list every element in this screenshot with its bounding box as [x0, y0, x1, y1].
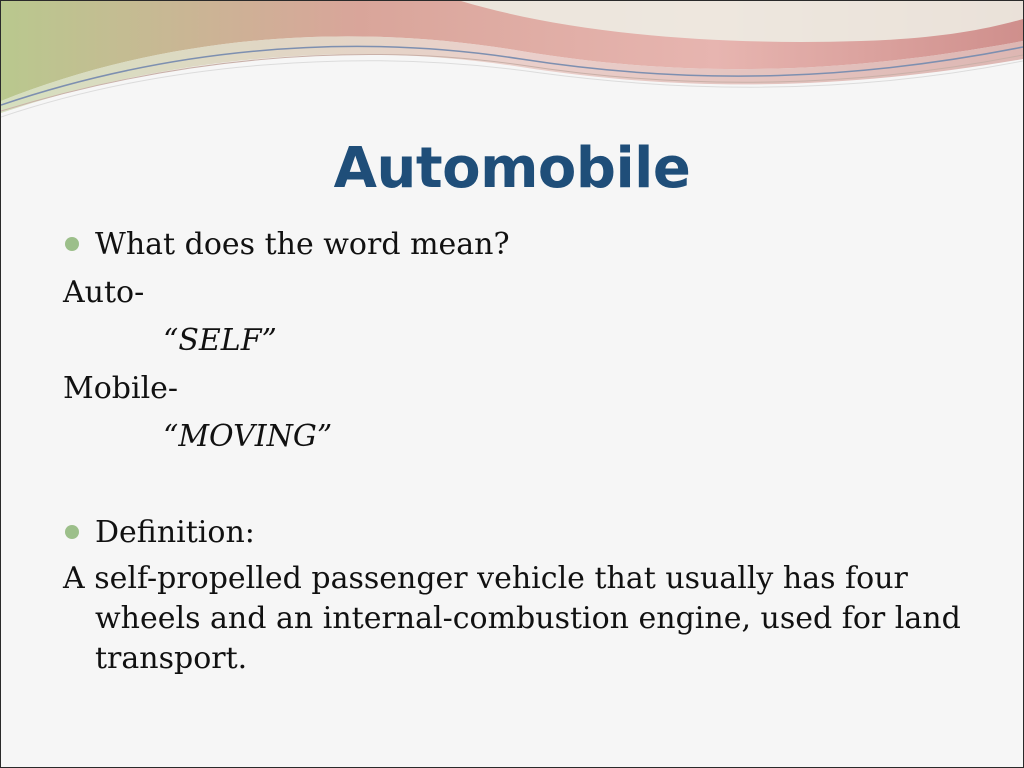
bullet-text: What does the word mean?: [95, 227, 510, 262]
spacer: [63, 461, 963, 509]
meaning-self: “SELF”: [163, 323, 277, 358]
bullet-dot-icon: [65, 237, 79, 251]
term-mobile: Mobile-: [63, 371, 179, 406]
definition-text: A self-propelled passenger vehicle that usually has four wheels and an internal-combustion engine, used for land transport.: [63, 561, 961, 676]
slide-title: Automobile: [333, 136, 691, 201]
bullet-item-meaning: [63, 221, 963, 269]
slide-body: [63, 221, 963, 679]
meaning-moving: “MOVING”: [163, 419, 333, 454]
term-auto: Auto-: [63, 275, 145, 310]
decorative-wave-banner: [1, 1, 1023, 131]
bullet-item-definition: [63, 509, 963, 557]
bullet-dot-icon: [65, 525, 79, 539]
bullet-text: Definition:: [95, 515, 255, 550]
